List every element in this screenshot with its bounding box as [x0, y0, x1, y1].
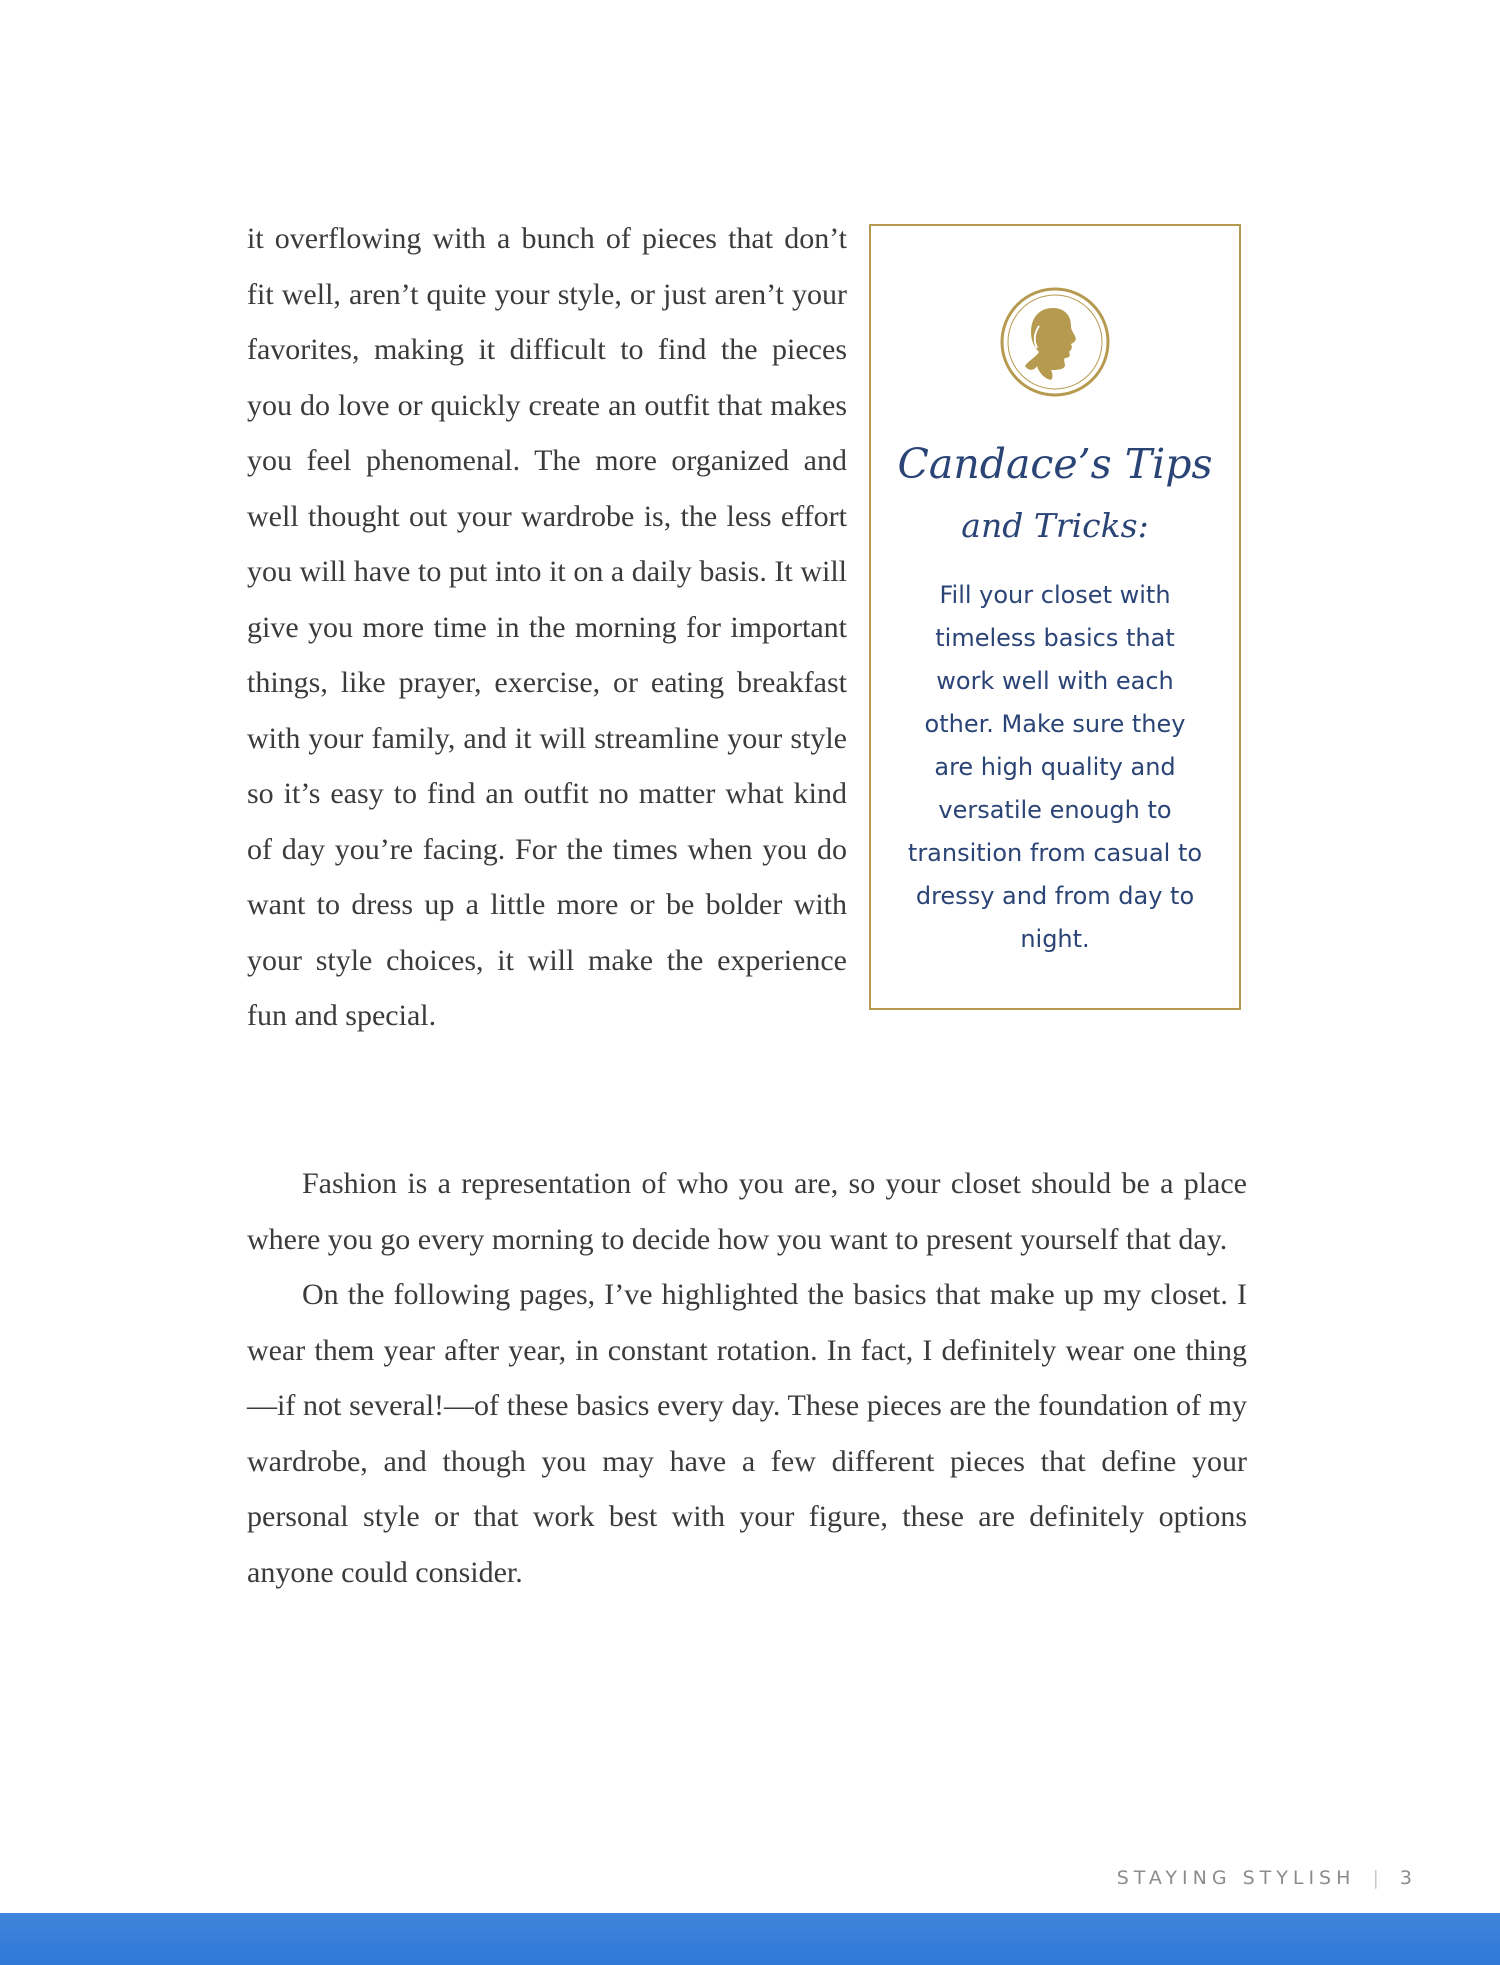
woman-silhouette-icon	[999, 286, 1111, 398]
tips-heading-line-1: Candace’s Tips	[897, 440, 1213, 488]
page-number: 3	[1399, 1867, 1412, 1889]
body-continuation	[247, 1156, 1247, 1600]
tips-body-text: Fill your closet with timeless basics that work well with each other. Make sure they are high quality and versatile enough to transition from casual to dressy and from day to night.	[907, 581, 1203, 953]
tips-and-tricks-box	[869, 224, 1241, 1010]
paragraph-1-text: it overflowing with a bunch of pieces that don’t fit well, aren’t quite your style, or just aren’t your favorites, making it difficult to find the pieces you do love or quickly create an outfit that makes you feel phenomenal. The more organized and well thought out your wardrobe is, the less effort you will have to put into it on a daily basis. It will give you more time in the morning for important things, like prayer, exercise, or eating breakfast with your family, and it will streamline your style so it’s easy to find an outfit no matter what kind of day you’re facing. For the times when you do want to dress up a little more or be bolder with your style choices, it will make the experience fun and special.	[247, 222, 847, 1032]
paragraph-2: Fashion is a representation of who you are, so your closet should be a place where you go every morning to decide how you want to present yourself that day.	[247, 1167, 1247, 1256]
footer-separator: |	[1372, 1867, 1379, 1889]
bottom-color-bar	[0, 1913, 1500, 1965]
footer-section-title: STAYING STYLISH	[1116, 1867, 1356, 1889]
paragraph-3: On the following pages, I’ve highlighted the basics that make up my closet. I wear them year after year, in constant rotation. In fact, I definitely wear one thing—if not several!—of these basics every day. These pieces are the foundation of my wardrobe, and though you may have a few different pieces that define your personal style or that work best with your figure, these are definitely options anyone could consider.	[247, 1278, 1247, 1589]
page-footer	[1117, 1867, 1412, 1889]
tips-heading-line-2: and Tricks:	[961, 506, 1149, 545]
